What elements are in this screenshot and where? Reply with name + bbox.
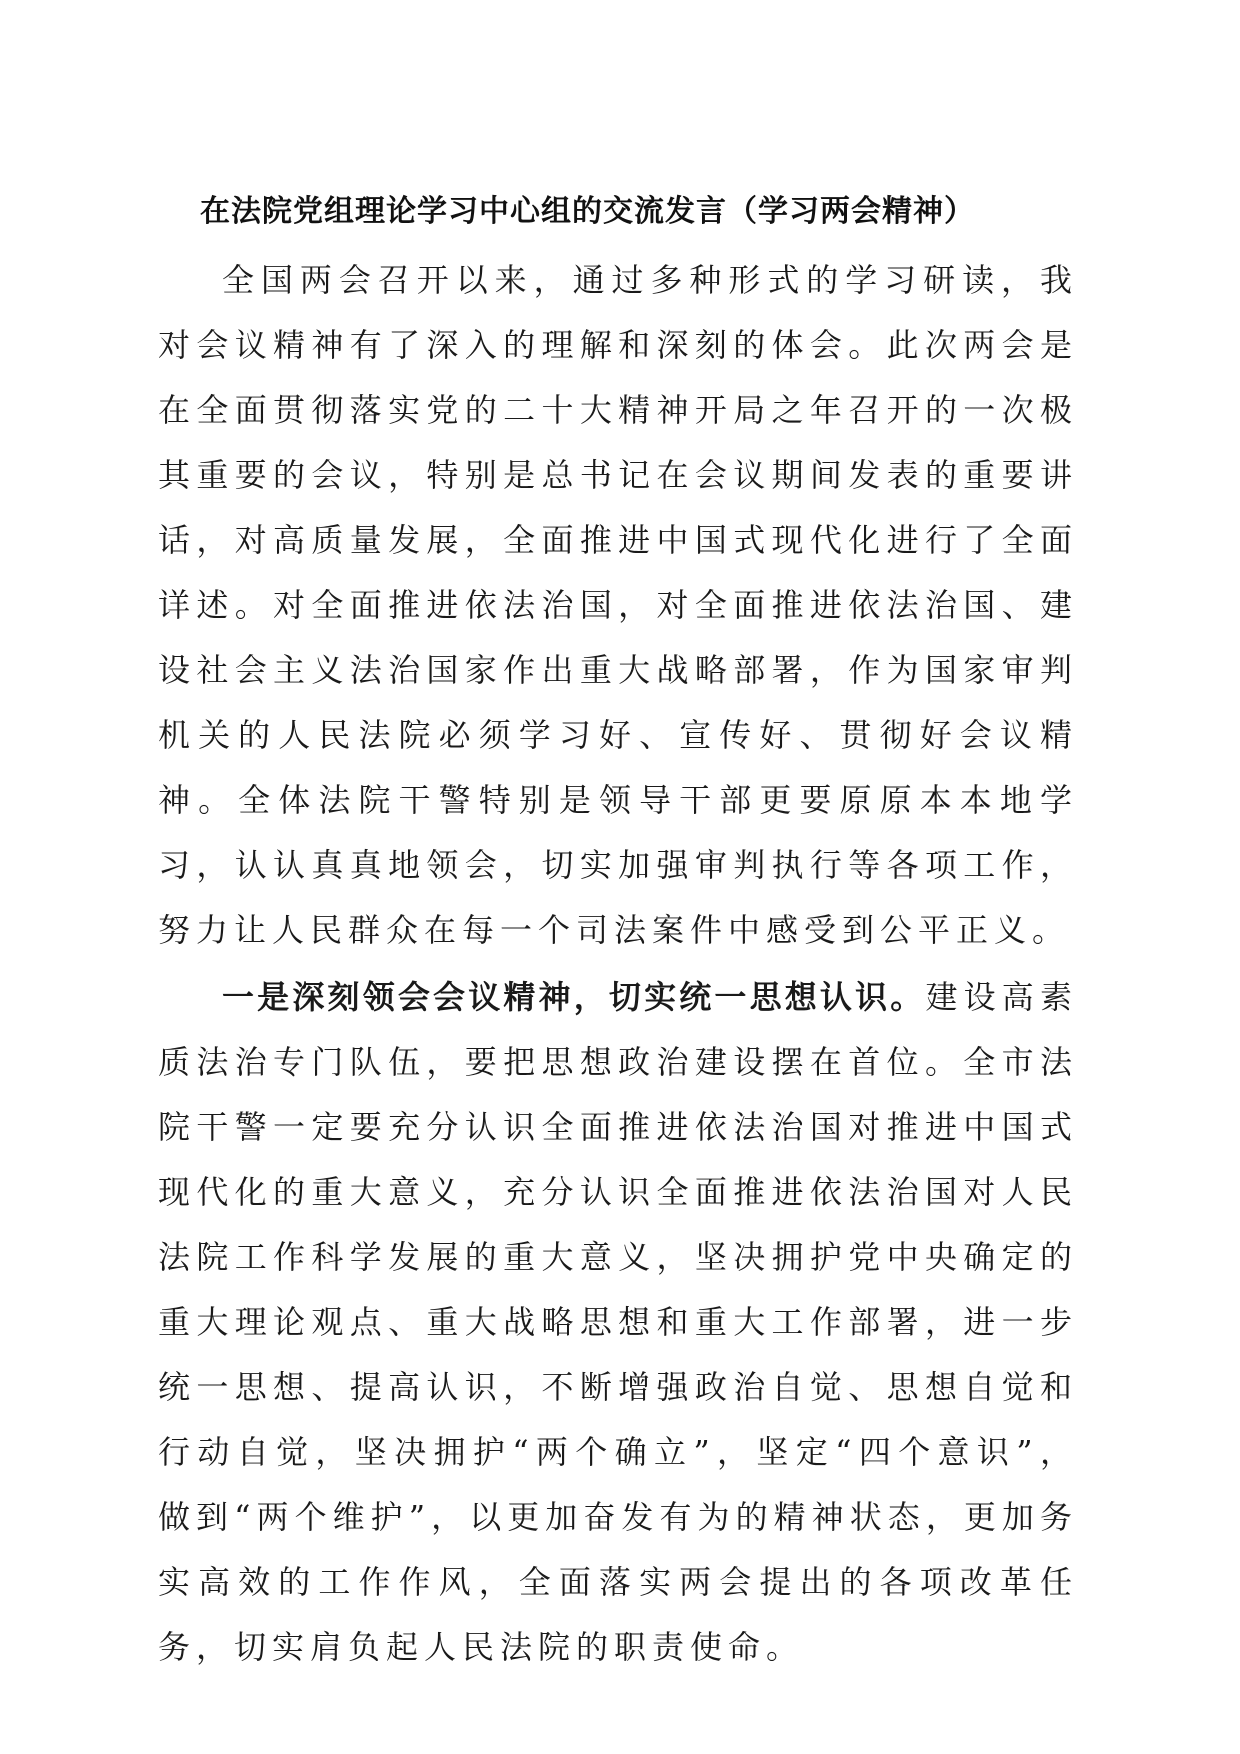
document-body (158, 190, 1078, 1680)
paragraph-point-one (158, 965, 1078, 1680)
paragraph-text: 全国两会召开以来，通过多种形式的学习研读，我对会议精神有了深入的理解和深刻的体会。此次两会是在全面贯彻落实党的二十大精神开局之年召开的一次极其重要的会议，特别是总书记在会议期间发表的重要讲话，对高质量发展，全面推进中国式现代化进行了全面详述。对全面推进依法治国，对全面推进依法治国、建设社会主义法治国家作出重大战略部署，作为国家审判机关的人民法院必须学习好、宣传好、贯彻好会议精神。全体法院干警特别是领导干部更要原原本本地学习，认认真真地领会，切实加强审判执行等各项工作，努力让人民群众在每一个司法案件中感受到公平正义。 (158, 261, 1078, 949)
paragraph-intro (158, 248, 1078, 963)
paragraph-lead: 一是深刻领会会议精神，切实统一思想认识。 (222, 978, 926, 1016)
document-title: 在法院党组理论学习中心组的交流发言（学习两会精神） (200, 194, 975, 229)
paragraph-text: 建设高素质法治专门队伍，要把思想政治建设摆在首位。全市法院干警一定要充分认识全面推进依法治国对推进中国式现代化的重大意义，充分认识全面推进依法治国对人民法院工作科学发展的重大意义，坚决拥护党中央确定的重大理论观点、重大战略思想和重大工作部署，进一步统一思想、提高认识，不断增强政治自觉、思想自觉和行动自觉，坚决拥护“两个确立”，坚定“四个意识”，做到“两个维护”，以更加奋发有为的精神状态，更加务实高效的工作作风，全面落实两会提出的各项改革任务，切实肩负起人民法院的职责使命。 (158, 978, 1078, 1666)
